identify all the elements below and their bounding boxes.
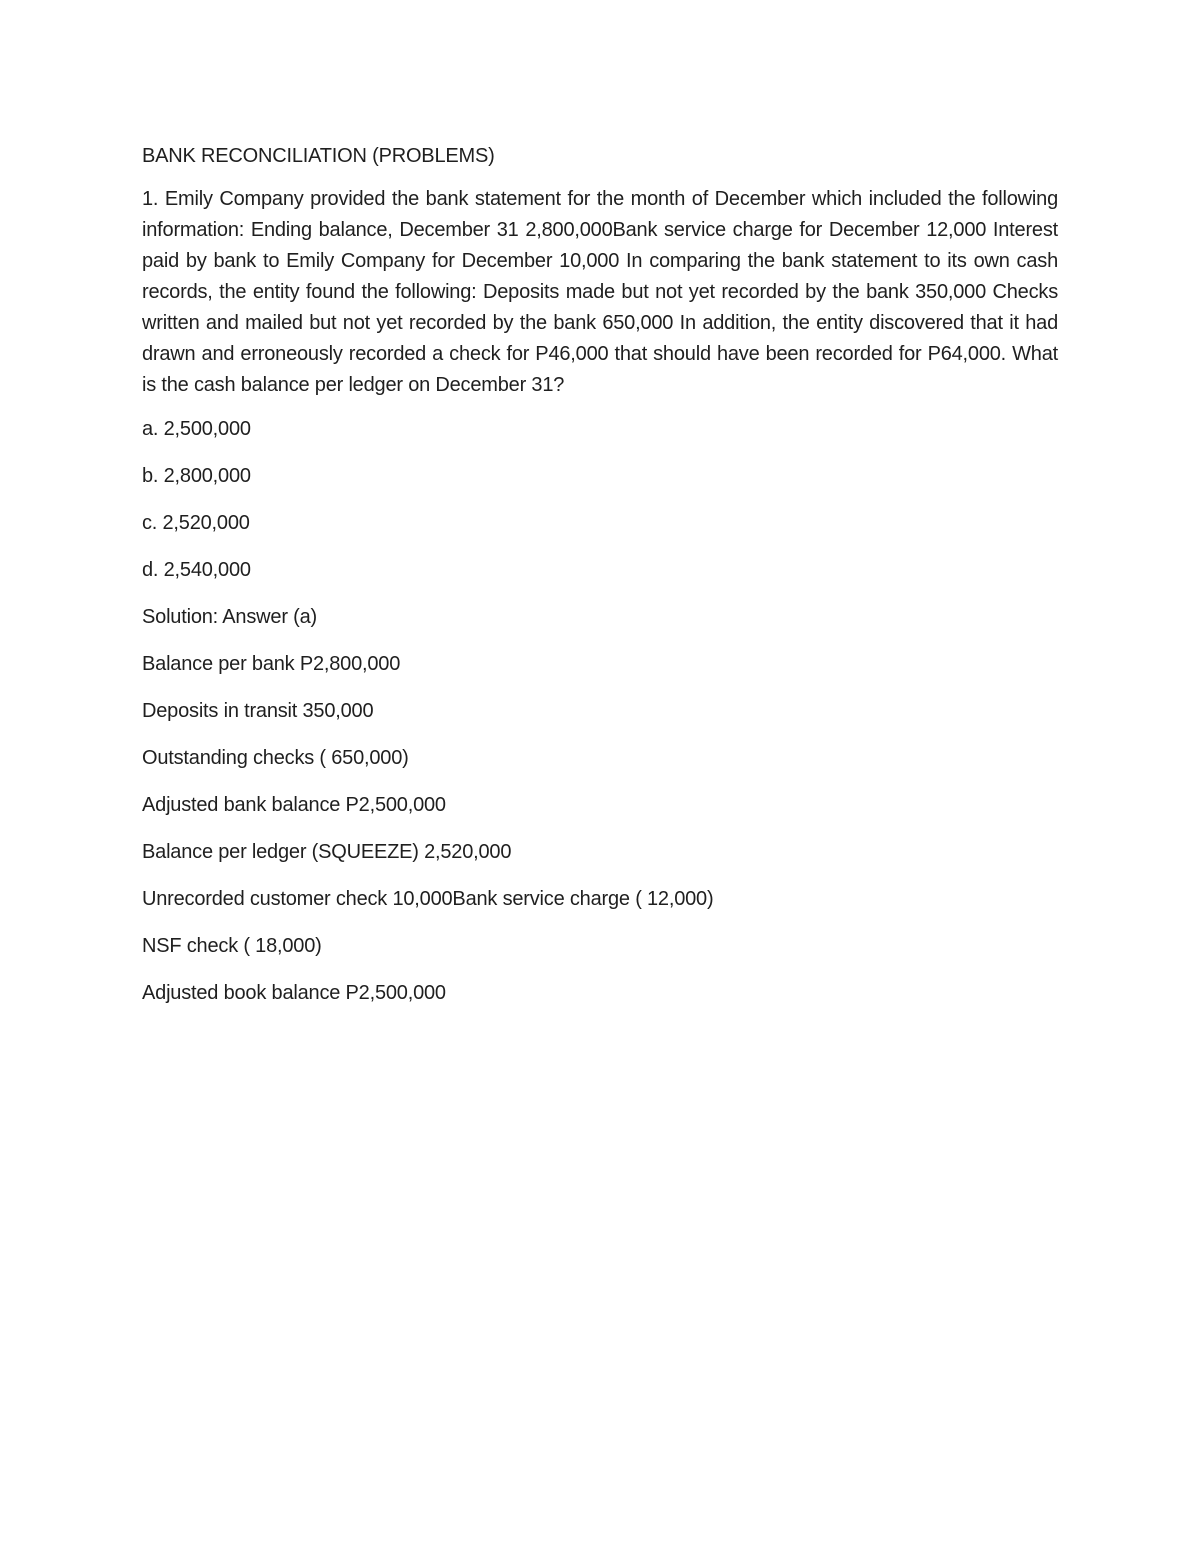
solution-line-nsf-check: NSF check ( 18,000) [142, 935, 322, 957]
solution-line-adjusted-bank-balance: Adjusted bank balance P2,500,000 [142, 794, 446, 816]
document-title: BANK RECONCILIATION (PROBLEMS) [142, 145, 495, 167]
solution-header: Solution: Answer (a) [142, 606, 317, 628]
choice-d: d. 2,540,000 [142, 559, 251, 581]
choice-a: a. 2,500,000 [142, 418, 251, 440]
solution-line-adjusted-book-balance: Adjusted book balance P2,500,000 [142, 982, 446, 1004]
document-body [142, 143, 1058, 1027]
problem-statement: 1. Emily Company provided the bank statement for the month of December which included the following information: Ending balance, December 31 2,800,000Bank service charge for December 12,000 Interest paid by bank to Emily Company for December 10,000 In comparing the bank statement to its own cash records, the entity found the following: Deposits made but not yet recorded by the bank 350,000 Checks written and mailed but not yet recorded by the bank 650,000 In addition, the entity discovered that it had drawn and erroneously recorded a check for P46,000 that should have been recorded for P64,000. What is the cash balance per ledger on December 31? [142, 188, 1058, 396]
solution-line-balance-per-bank: Balance per bank P2,800,000 [142, 653, 401, 675]
solution-line-deposits-in-transit: Deposits in transit 350,000 [142, 700, 374, 722]
solution-line-balance-per-ledger: Balance per ledger (SQUEEZE) 2,520,000 [142, 841, 512, 863]
solution-line-unrecorded-check: Unrecorded customer check 10,000Bank service charge ( 12,000) [142, 888, 714, 910]
solution-line-outstanding-checks: Outstanding checks ( 650,000) [142, 747, 409, 769]
choice-b: b. 2,800,000 [142, 465, 251, 487]
choice-c: c. 2,520,000 [142, 512, 250, 534]
